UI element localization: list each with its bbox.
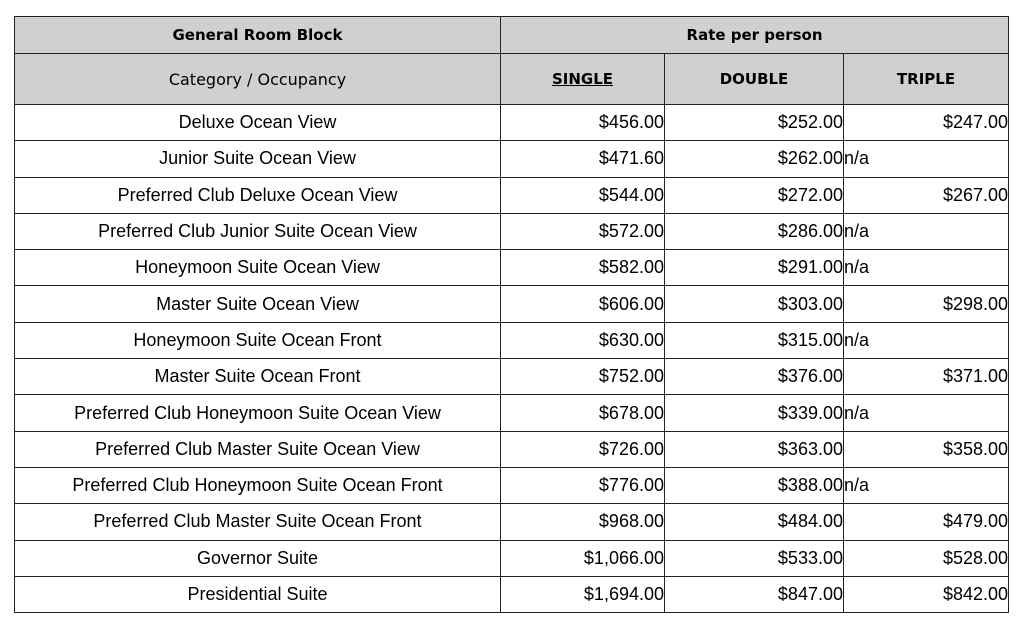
single-rate-cell: $752.00 bbox=[501, 359, 665, 395]
header-row-sub bbox=[15, 54, 1009, 105]
table-row bbox=[15, 177, 1009, 213]
table-row bbox=[15, 431, 1009, 467]
triple-rate-cell: n/a bbox=[844, 395, 1009, 431]
table-row bbox=[15, 286, 1009, 322]
double-rate-cell: $315.00 bbox=[665, 322, 844, 358]
table-row bbox=[15, 213, 1009, 249]
table-row bbox=[15, 322, 1009, 358]
table-row bbox=[15, 467, 1009, 503]
double-rate-cell: $286.00 bbox=[665, 213, 844, 249]
double-rate-cell: $363.00 bbox=[665, 431, 844, 467]
room-category-cell: Presidential Suite bbox=[15, 576, 501, 612]
single-label: SINGLE bbox=[551, 70, 614, 88]
double-rate-cell: $533.00 bbox=[665, 540, 844, 576]
room-category-cell: Deluxe Ocean View bbox=[15, 105, 501, 141]
triple-rate-cell: n/a bbox=[844, 322, 1009, 358]
table-row bbox=[15, 105, 1009, 141]
triple-rate-cell: $358.00 bbox=[844, 431, 1009, 467]
single-rate-cell: $630.00 bbox=[501, 322, 665, 358]
single-rate-cell: $471.60 bbox=[501, 141, 665, 177]
double-rate-cell: $272.00 bbox=[665, 177, 844, 213]
triple-rate-cell: $298.00 bbox=[844, 286, 1009, 322]
single-rate-cell: $544.00 bbox=[501, 177, 665, 213]
category-occupancy-header: Category / Occupancy bbox=[15, 54, 501, 105]
room-category-cell: Honeymoon Suite Ocean View bbox=[15, 250, 501, 286]
room-category-cell: Preferred Club Honeymoon Suite Ocean View bbox=[15, 395, 501, 431]
room-category-cell: Preferred Club Deluxe Ocean View bbox=[15, 177, 501, 213]
triple-rate-cell: $528.00 bbox=[844, 540, 1009, 576]
double-rate-cell: $484.00 bbox=[665, 504, 844, 540]
triple-column-header: TRIPLE bbox=[844, 54, 1009, 105]
single-rate-cell: $968.00 bbox=[501, 504, 665, 540]
room-category-cell: Preferred Club Honeymoon Suite Ocean Front bbox=[15, 467, 501, 503]
double-rate-cell: $847.00 bbox=[665, 576, 844, 612]
double-rate-cell: $262.00 bbox=[665, 141, 844, 177]
single-rate-cell: $726.00 bbox=[501, 431, 665, 467]
room-category-cell: Preferred Club Master Suite Ocean View bbox=[15, 431, 501, 467]
general-room-block-header: General Room Block bbox=[15, 17, 501, 54]
single-rate-cell: $678.00 bbox=[501, 395, 665, 431]
single-rate-cell: $582.00 bbox=[501, 250, 665, 286]
triple-rate-cell: $479.00 bbox=[844, 504, 1009, 540]
single-rate-cell: $1,694.00 bbox=[501, 576, 665, 612]
double-rate-cell: $339.00 bbox=[665, 395, 844, 431]
room-category-cell: Junior Suite Ocean View bbox=[15, 141, 501, 177]
room-category-cell: Master Suite Ocean Front bbox=[15, 359, 501, 395]
single-column-header bbox=[501, 54, 665, 105]
header-row-top bbox=[15, 17, 1009, 54]
double-rate-cell: $252.00 bbox=[665, 105, 844, 141]
double-column-header: DOUBLE bbox=[665, 54, 844, 105]
table-row bbox=[15, 540, 1009, 576]
double-rate-cell: $376.00 bbox=[665, 359, 844, 395]
room-category-cell: Preferred Club Master Suite Ocean Front bbox=[15, 504, 501, 540]
room-category-cell: Governor Suite bbox=[15, 540, 501, 576]
room-rate-table bbox=[14, 16, 1009, 613]
single-rate-cell: $606.00 bbox=[501, 286, 665, 322]
single-rate-cell: $572.00 bbox=[501, 213, 665, 249]
rate-table-body bbox=[15, 105, 1009, 613]
double-rate-cell: $291.00 bbox=[665, 250, 844, 286]
triple-rate-cell: n/a bbox=[844, 141, 1009, 177]
triple-rate-cell: n/a bbox=[844, 467, 1009, 503]
table-row bbox=[15, 141, 1009, 177]
double-rate-cell: $303.00 bbox=[665, 286, 844, 322]
room-category-cell: Preferred Club Junior Suite Ocean View bbox=[15, 213, 501, 249]
table-row bbox=[15, 395, 1009, 431]
triple-rate-cell: $371.00 bbox=[844, 359, 1009, 395]
double-rate-cell: $388.00 bbox=[665, 467, 844, 503]
single-rate-cell: $456.00 bbox=[501, 105, 665, 141]
triple-rate-cell: n/a bbox=[844, 213, 1009, 249]
room-category-cell: Honeymoon Suite Ocean Front bbox=[15, 322, 501, 358]
single-rate-cell: $1,066.00 bbox=[501, 540, 665, 576]
single-rate-cell: $776.00 bbox=[501, 467, 665, 503]
table-row bbox=[15, 359, 1009, 395]
triple-rate-cell: $842.00 bbox=[844, 576, 1009, 612]
triple-rate-cell: $267.00 bbox=[844, 177, 1009, 213]
table-row bbox=[15, 504, 1009, 540]
triple-rate-cell: $247.00 bbox=[844, 105, 1009, 141]
table-row bbox=[15, 250, 1009, 286]
rate-per-person-header: Rate per person bbox=[501, 17, 1009, 54]
triple-rate-cell: n/a bbox=[844, 250, 1009, 286]
room-category-cell: Master Suite Ocean View bbox=[15, 286, 501, 322]
table-row bbox=[15, 576, 1009, 612]
